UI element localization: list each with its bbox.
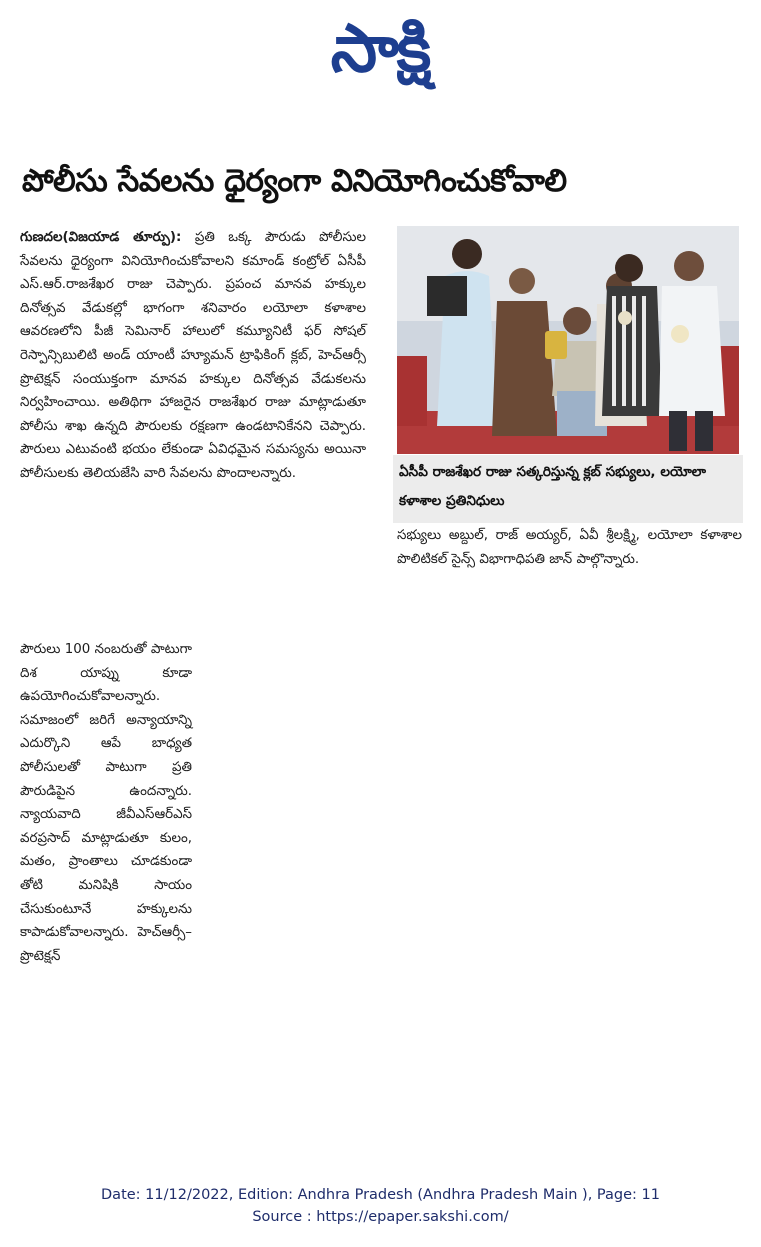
sakshi-logo: సాక్షి (330, 9, 430, 87)
footer-source-link[interactable]: Source : https://epaper.sakshi.com/ (252, 1209, 509, 1225)
article-body-continued: పౌరులు 100 నంబరుతో పాటుగా దిశ యాప్ను కూడా ఉపయోగించుకోవాలన్నారు. సమాజంలో జరిగే అన్యాయాన్ని ఎదుర్కొని ఆపే బాధ్యత పోలీసులతో పాటుగా ప్రతి పౌరుడిపైన ఉందన్నారు. న్యాయవాది జీవీఎస్ఆర్ఎస్ వరప్రసాద్ మాట్లాడుతూ కులం, మతం, ప్రాంతాలు చూడకుండా తోటి మనిషికి సాయం చేసుకుంటూనే హక్కులను కాపాడుకోవాలన్నారు. హెచ్ఆర్సీ–ప్రొటెక్షన్ (20, 642, 192, 964)
photo-caption: ఏసీపీ రాజశేఖర రాజు సత్కరిస్తున్న క్లబ్ సభ్యులు, లయోలా కళాశాల ప్రతినిధులు (393, 455, 743, 523)
page-footer (0, 1184, 761, 1228)
article-body-column-narrow (20, 638, 192, 968)
event-photo-illustration (397, 226, 739, 454)
footer-edition-info: Date: 11/12/2022, Edition: Andhra Pradesh (Andhra Pradesh Main ), Page: 11 (101, 1187, 660, 1203)
article-headline: పోలీసు సేవలను ధైర్యంగా వినియోగించుకోవాలి (22, 163, 567, 199)
article-body-column-right (397, 524, 742, 571)
article-body-column-left (20, 226, 366, 486)
article-body-right: సభ్యులు అబ్దుల్, రాజ్ అయ్యర్, ఏవీ శ్రీలక్ష్మి, లయోలా కళాశాల పొలిటికల్ సైన్స్ విభాగాధిపతి జాన్ పాల్గొన్నారు. (397, 528, 742, 567)
event-photo (397, 226, 739, 454)
article-body-main: ప్రతి ఒక్క పౌరుడు పోలీసుల సేవలను ధైర్యంగా వినియోగించుకోవాలని కమాండ్ కంట్రోల్ ఏసీపీ ఎస్.ఆర్.రాజశేఖర రాజు చెప్పారు. ప్రపంచ మానవ హక్కుల దినోత్సవ వేడుకల్లో భాగంగా శనివారం లయోలా కళాశాల ఆవరణలోని పీజీ సెమినార్ హాలులో కమ్యూనిటీ ఫర్ సోషల్ రెస్పాన్సిబులిటి అండ్ యాంటీ హ్యూమన్ ట్రాఫికింగ్ క్లబ్, హెచ్ఆర్సీ ప్రొటెక్షన్ సంయుక్తంగా మానవ హక్కుల దినోత్సవ వేడుకలను నిర్వహించాయి. అతిథిగా హాజరైన రాజశేఖర రాజు మాట్లాడుతూ పోలీసు శాఖ ఉన్నది పౌరులకు రక్షణగా ఉండటానికేనని చెప్పారు. పౌరులు ఎటువంటి భయం లేకుండా ఏవిధమైన సమస్యను అయినా పోలీసులకు తెలియజేసి వారి సేవలను పొందాలన్నారు. (20, 230, 367, 481)
article-dateline: గుణదల(విజయాడ తూర్పు): (20, 230, 182, 245)
